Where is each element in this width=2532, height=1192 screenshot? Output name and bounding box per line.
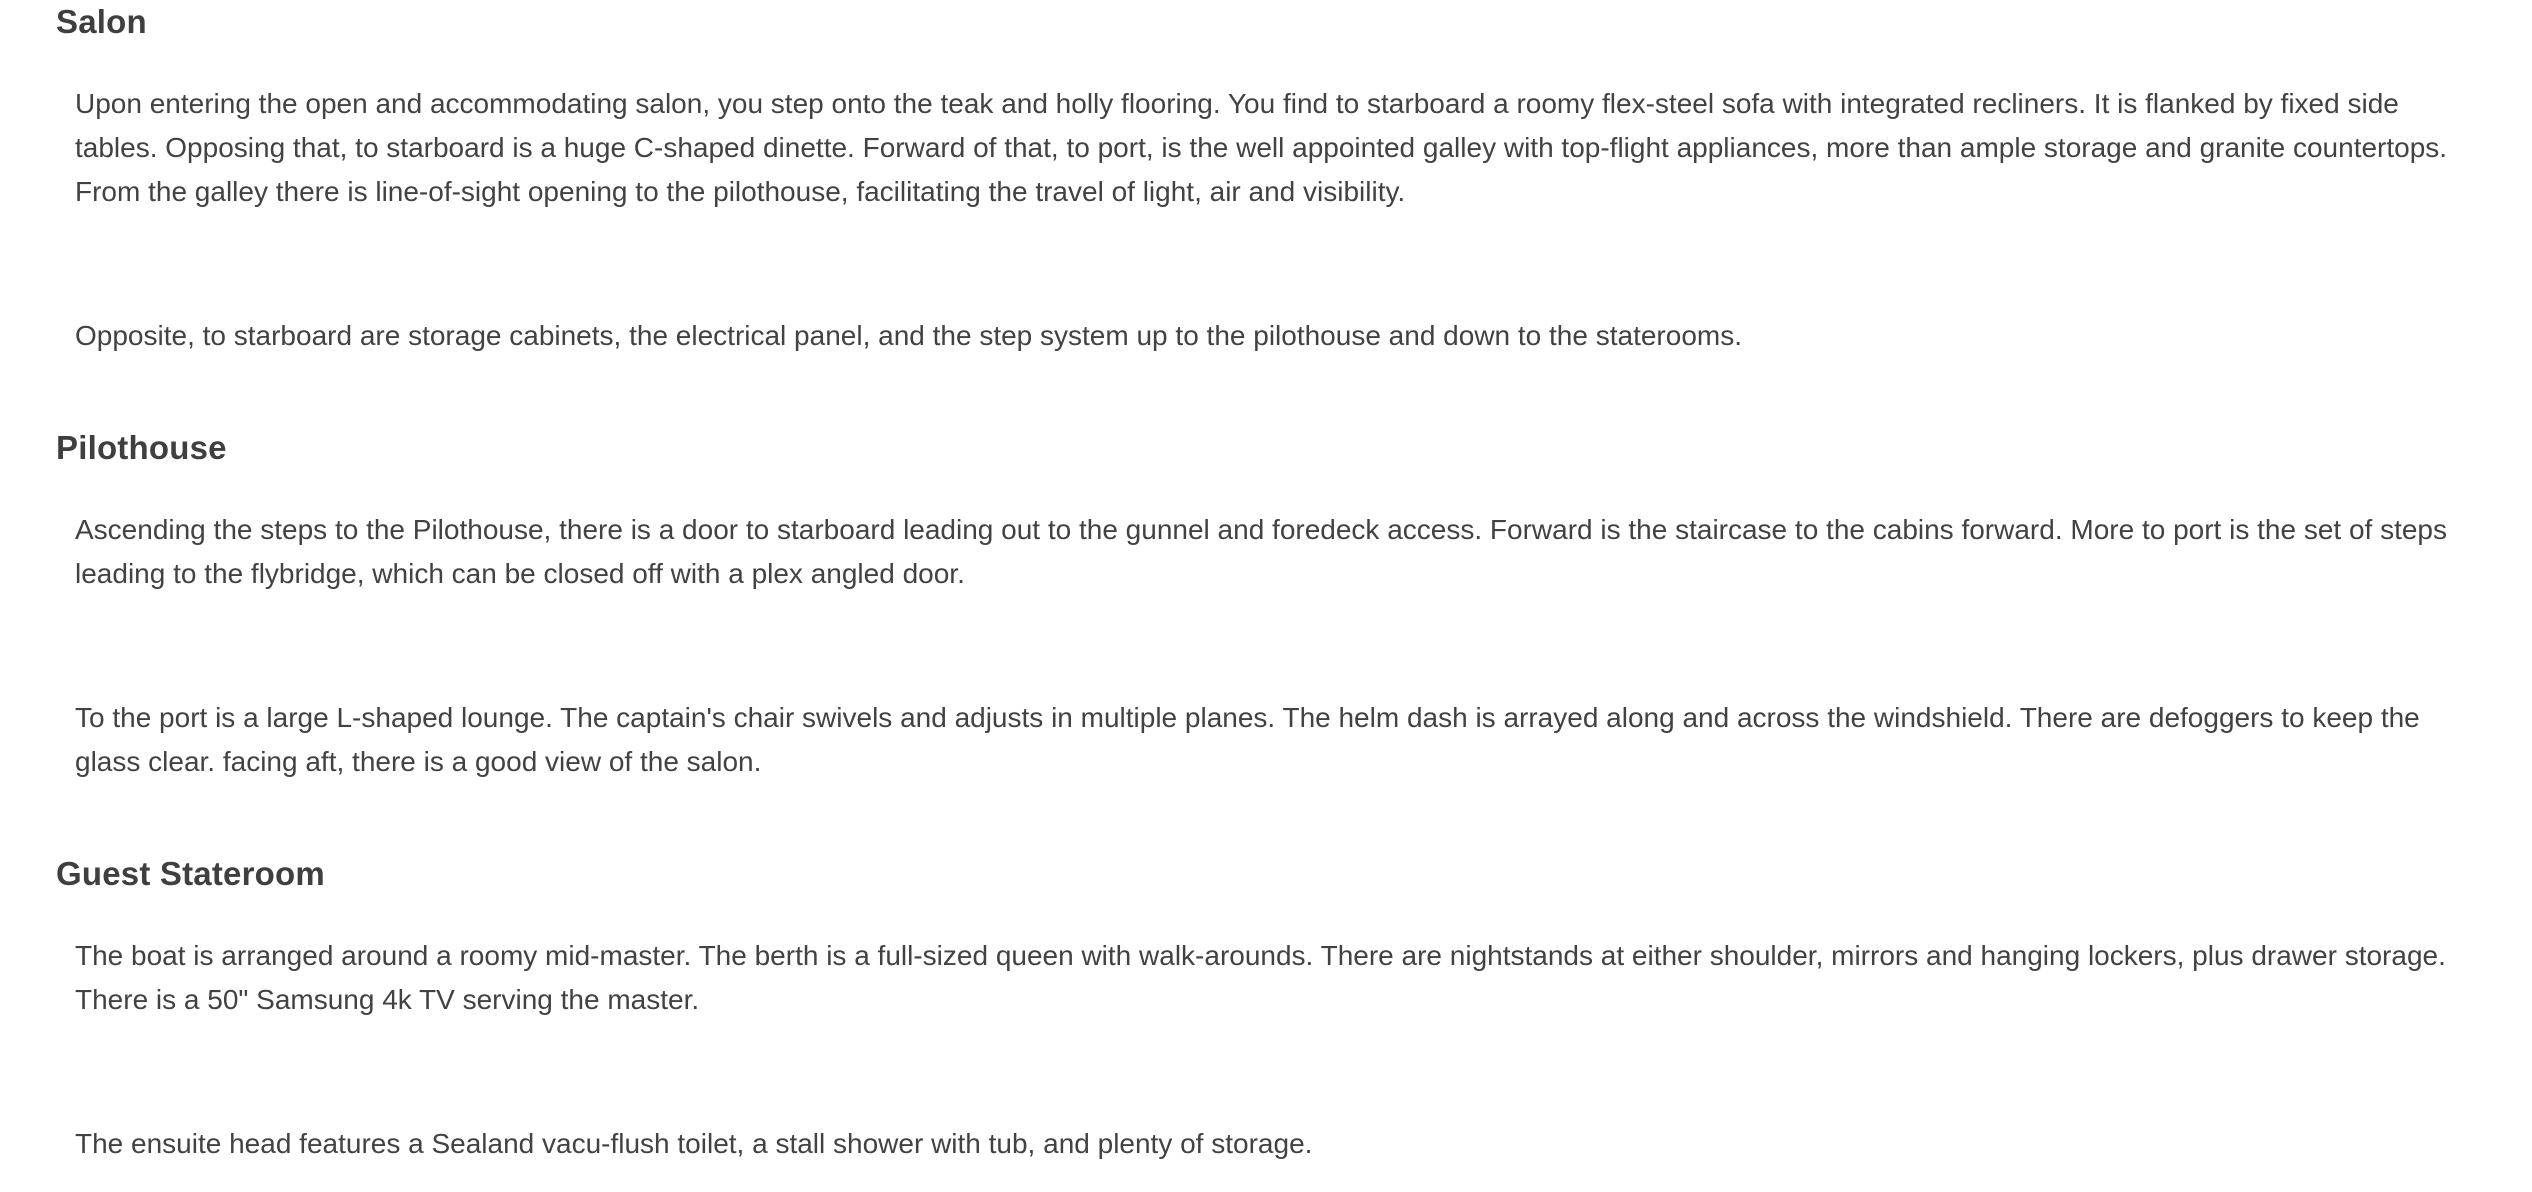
pilothouse-body: [75, 508, 2470, 784]
pilothouse-paragraph-1: Ascending the steps to the Pilothouse, there is a door to starboard leading out to the gunnel and foredeck access. Forward is the staircase to the cabins forward. More to port is the set of steps leading to the flybridge, which can be closed off with a plex angled door.: [75, 514, 2448, 589]
salon-paragraph-2: Opposite, to starboard are storage cabinets, the electrical panel, and the step system up to the pilothouse and down to the staterooms.: [75, 320, 1742, 351]
guest-stateroom-paragraph-2: The ensuite head features a Sealand vacu-flush toilet, a stall shower with tub, and plenty of storage.: [75, 1128, 1313, 1159]
pilothouse-heading: Pilothouse: [56, 429, 227, 466]
guest-stateroom-heading: Guest Stateroom: [56, 855, 325, 892]
salon-body: [75, 82, 2470, 358]
salon-heading: Salon: [56, 3, 147, 40]
section-salon: [56, 2, 2470, 358]
section-pilothouse: [56, 428, 2470, 784]
section-guest-stateroom: [56, 854, 2470, 1166]
pilothouse-paragraph-2: To the port is a large L-shaped lounge. The captain's chair swivels and adjusts in multiple planes. The helm dash is arrayed along and across the windshield. There are defoggers to keep the glass clear. facing aft, there is a good view of the salon.: [75, 702, 2420, 777]
salon-paragraph-1: Upon entering the open and accommodating salon, you step onto the teak and holly flooring. You find to starboard a roomy flex-steel sofa with integrated recliners. It is flanked by fixed side tables. Opposing that, to starboard is a huge C-shaped dinette. Forward of that, to port, is the well appointed galley with top-flight appliances, more than ample storage and granite countertops. From the galley there is line-of-sight opening to the pilothouse, facilitating the travel of light, air and visibility.: [75, 88, 2448, 207]
guest-stateroom-paragraph-1: The boat is arranged around a roomy mid-master. The berth is a full-sized queen with walk-arounds. There are nightstands at either shoulder, mirrors and hanging lockers, plus drawer storage. There is a 50" Samsung 4k TV serving the master.: [75, 940, 2446, 1015]
guest-stateroom-body: [75, 934, 2470, 1166]
